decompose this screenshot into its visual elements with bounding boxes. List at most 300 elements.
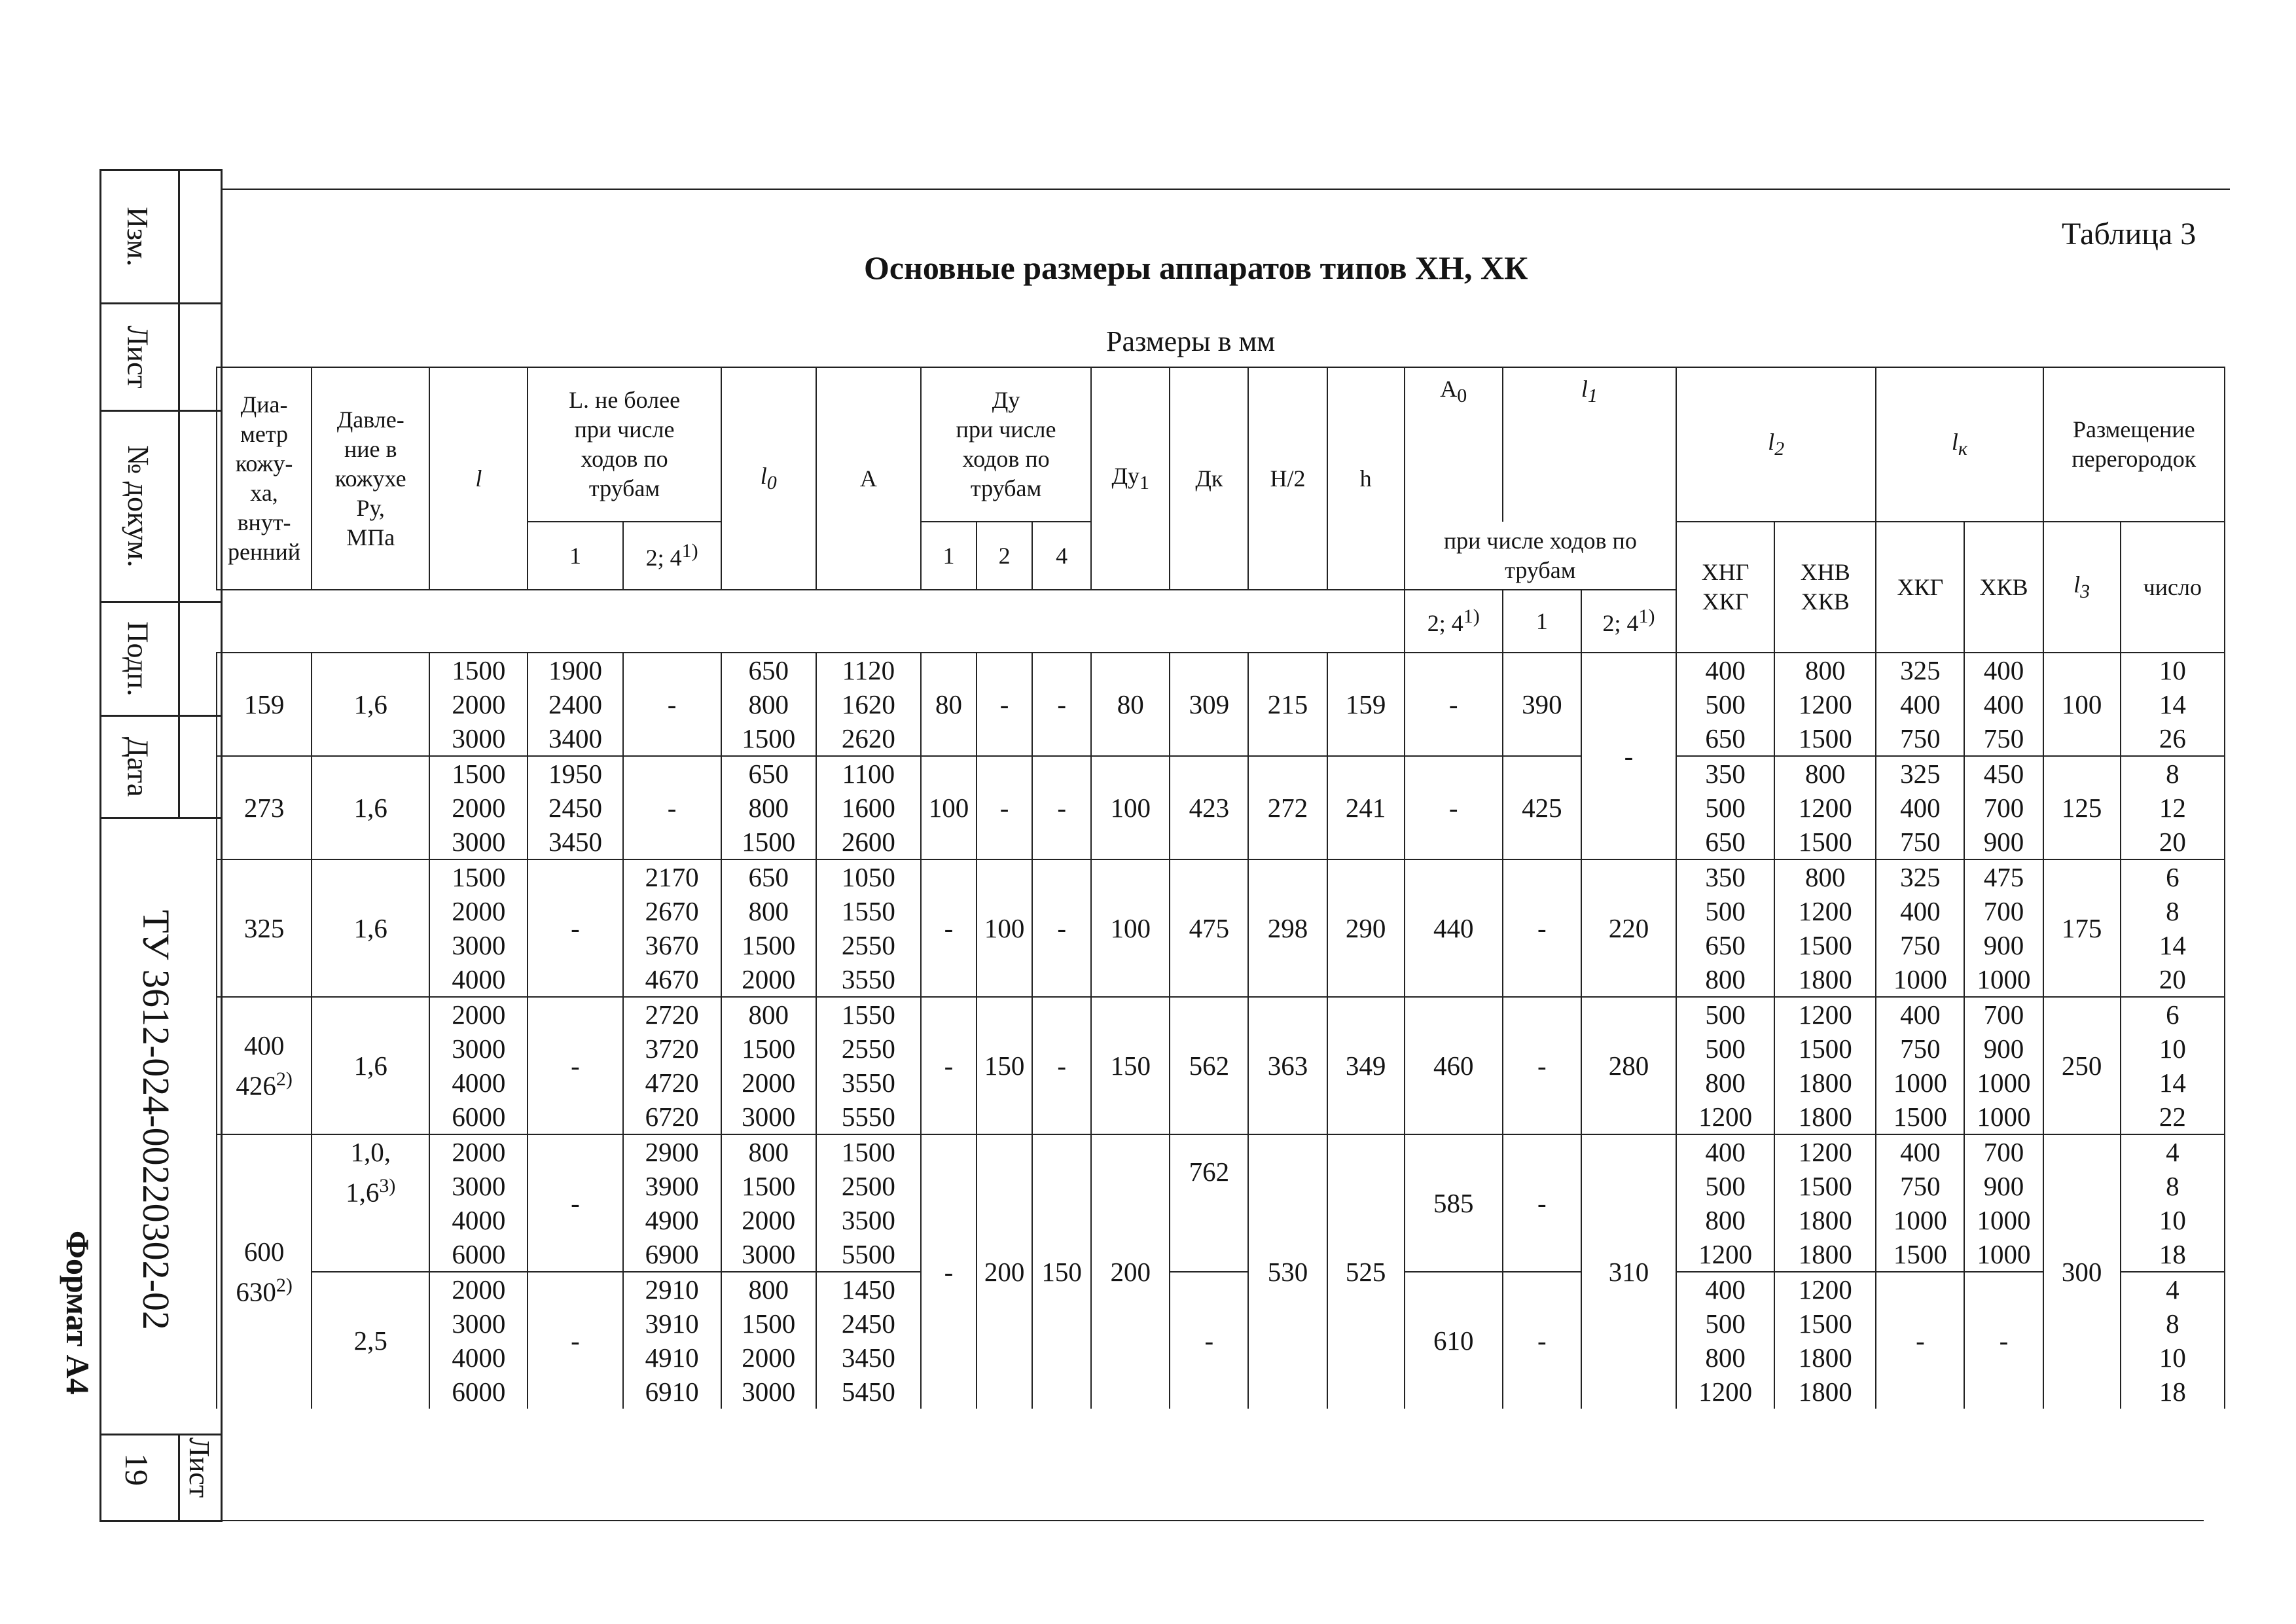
cell-lka-value: 325 bbox=[1900, 655, 1941, 685]
cell-L24 bbox=[623, 1272, 721, 1409]
cell-L24-value: 6900 bbox=[645, 1239, 699, 1269]
units-note: Размеры в мм bbox=[1106, 325, 1276, 357]
cell-du2: 200 bbox=[977, 1134, 1032, 1409]
col-h: h bbox=[1327, 367, 1405, 590]
cell-l bbox=[429, 1272, 528, 1409]
cell-lka-value: 750 bbox=[1900, 1034, 1941, 1064]
cell-l bbox=[429, 1134, 528, 1272]
cell-diameter bbox=[217, 997, 312, 1134]
table-body bbox=[217, 653, 2225, 1409]
table-row bbox=[217, 997, 2225, 1134]
cell-du2: 150 bbox=[977, 997, 1032, 1134]
cell-l0-value: 1500 bbox=[742, 930, 796, 960]
cell-L24-value: 4910 bbox=[645, 1343, 699, 1373]
cell-l2b-value: 1800 bbox=[1798, 1239, 1852, 1269]
cell-count bbox=[2121, 756, 2225, 859]
cell-L1: - bbox=[528, 1272, 622, 1409]
cell-l3: 125 bbox=[2043, 756, 2121, 859]
cell-l2a-value: 400 bbox=[1705, 655, 1746, 685]
col-A0-24: 2; 4$^{1)}$ bbox=[1405, 590, 1503, 653]
cell-l2a-value: 350 bbox=[1705, 862, 1746, 892]
col-l1-1: 1 bbox=[1503, 590, 1581, 653]
cell-lkb-value: 750 bbox=[1983, 723, 2024, 753]
cell-lkb-value: 700 bbox=[1983, 1000, 2024, 1030]
cell-h: 290 bbox=[1327, 859, 1405, 997]
cell-L24-value: 6910 bbox=[645, 1377, 699, 1407]
col-passes: при числе ходов по трубам bbox=[1405, 522, 1676, 590]
cell-l2b bbox=[1774, 1272, 1876, 1409]
cell-count-value: 18 bbox=[2159, 1239, 2186, 1269]
cell-A0: 460 bbox=[1405, 997, 1503, 1134]
cell-lka bbox=[1876, 1134, 1964, 1272]
cell-lka-value: 750 bbox=[1900, 723, 1941, 753]
cell-count-value: 8 bbox=[2166, 896, 2179, 926]
cell-l0-value: 800 bbox=[748, 1274, 789, 1305]
cell-lka-value: 750 bbox=[1900, 1171, 1941, 1201]
cell-A-value: 2450 bbox=[841, 1308, 895, 1339]
cell-lka-value: 1500 bbox=[1893, 1102, 1947, 1132]
pressure-value: 1,6 bbox=[353, 793, 387, 823]
cell-l2b-value: 1200 bbox=[1798, 793, 1852, 823]
cell-du2: 100 bbox=[977, 859, 1032, 997]
cell-count-value: 4 bbox=[2166, 1137, 2179, 1167]
cell-L1-value: 1900 bbox=[548, 655, 602, 685]
cell-l2b bbox=[1774, 859, 1876, 997]
cell-l0-value: 1500 bbox=[742, 1308, 796, 1339]
cell-lkb bbox=[1964, 997, 2043, 1134]
cell-A-value: 2620 bbox=[841, 723, 895, 753]
cell-L24 bbox=[623, 1134, 721, 1272]
col-Dk: Дк bbox=[1170, 367, 1248, 590]
cell-pressure bbox=[312, 859, 429, 997]
cell-du4: - bbox=[1032, 756, 1091, 859]
cell-l2a-value: 650 bbox=[1705, 723, 1746, 753]
cell-l0-value: 800 bbox=[748, 1000, 789, 1030]
cell-du1: - bbox=[921, 997, 977, 1134]
col-lk-b: ХКВ bbox=[1964, 522, 2043, 653]
cell-A-value: 2500 bbox=[841, 1171, 895, 1201]
cell-H2: 215 bbox=[1248, 653, 1327, 756]
stamp-label-list: Лист bbox=[121, 325, 155, 389]
cell-L1-value: 2400 bbox=[548, 689, 602, 719]
col-l1: $l_1$ bbox=[1503, 367, 1676, 522]
cell-l1-24: 280 bbox=[1581, 997, 1676, 1134]
cell-count-value: 10 bbox=[2159, 655, 2186, 685]
cell-count-value: 4 bbox=[2166, 1274, 2179, 1305]
cell-l0-value: 650 bbox=[748, 759, 789, 789]
cell-L24-value: 2900 bbox=[645, 1137, 699, 1167]
cell-Du1: 150 bbox=[1091, 997, 1170, 1134]
diameter-value: 159 bbox=[243, 689, 285, 719]
cell-diameter bbox=[217, 859, 312, 997]
cell-Du1: 80 bbox=[1091, 653, 1170, 756]
cell-l2b bbox=[1774, 1134, 1876, 1272]
cell-l2b-value: 1500 bbox=[1798, 1308, 1852, 1339]
cell-l2a bbox=[1676, 1134, 1774, 1272]
cell-A-value: 1550 bbox=[841, 896, 895, 926]
cell-L24 bbox=[623, 859, 721, 997]
cell-l0 bbox=[721, 997, 816, 1134]
cell-count-value: 14 bbox=[2159, 689, 2186, 719]
table-row bbox=[217, 1272, 2225, 1409]
cell-l2a bbox=[1676, 1272, 1774, 1409]
cell-lka bbox=[1876, 997, 1964, 1134]
cell-l1-24: 310 bbox=[1581, 1134, 1676, 1409]
cell-l-value: 2000 bbox=[452, 896, 506, 926]
cell-l0 bbox=[721, 859, 816, 997]
cell-L1-value: 2450 bbox=[548, 793, 602, 823]
pressure-value: 2,5 bbox=[353, 1326, 387, 1356]
cell-A-value: 1450 bbox=[841, 1274, 895, 1305]
col-Du-2: 2 bbox=[977, 522, 1032, 590]
cell-L1-value: 3400 bbox=[548, 723, 602, 753]
cell-l3: 250 bbox=[2043, 997, 2121, 1134]
cell-L24-value: 3670 bbox=[645, 930, 699, 960]
stamp-label-signature: Подп. bbox=[121, 621, 155, 696]
cell-A bbox=[816, 1134, 921, 1272]
cell-count-value: 20 bbox=[2159, 827, 2186, 857]
col-A0: $А_0$ bbox=[1405, 367, 1503, 522]
cell-du1: - bbox=[921, 1134, 977, 1409]
cell-L24-value: 3910 bbox=[645, 1308, 699, 1339]
cell-l2b-value: 1200 bbox=[1798, 1137, 1852, 1167]
cell-count-value: 10 bbox=[2159, 1343, 2186, 1373]
cell-A-value: 3500 bbox=[841, 1205, 895, 1235]
cell-du4: - bbox=[1032, 859, 1091, 997]
cell-count bbox=[2121, 1134, 2225, 1272]
cell-lkb bbox=[1964, 1134, 2043, 1272]
cell-A0: 585 bbox=[1405, 1134, 1503, 1272]
cell-count-value: 8 bbox=[2166, 1308, 2179, 1339]
cell-l2b-value: 1500 bbox=[1798, 723, 1852, 753]
cell-l2a-value: 650 bbox=[1705, 827, 1746, 857]
cell-l2a-value: 800 bbox=[1705, 964, 1746, 994]
cell-l3: 100 bbox=[2043, 653, 2121, 756]
cell-L24: - bbox=[623, 653, 721, 756]
cell-l2b-value: 1200 bbox=[1798, 896, 1852, 926]
cell-H2: 272 bbox=[1248, 756, 1327, 859]
col-Du-1: 1 bbox=[921, 522, 977, 590]
cell-A bbox=[816, 997, 921, 1134]
cell-A-value: 1050 bbox=[841, 862, 895, 892]
cell-lkb-value: 700 bbox=[1983, 1137, 2024, 1167]
cell-lka-value: 400 bbox=[1900, 689, 1941, 719]
cell-lka bbox=[1876, 859, 1964, 997]
cell-l0-value: 2000 bbox=[742, 1343, 796, 1373]
cell-l-value: 4000 bbox=[452, 1205, 506, 1235]
col-L-24: 2; 4$^{1)}$ bbox=[623, 522, 721, 590]
cell-A bbox=[816, 756, 921, 859]
cell-l2b-value: 1800 bbox=[1798, 1377, 1852, 1407]
cell-l0-value: 3000 bbox=[742, 1377, 796, 1407]
cell-l-value: 4000 bbox=[452, 1343, 506, 1373]
cell-count-value: 20 bbox=[2159, 964, 2186, 994]
cell-l2a-value: 800 bbox=[1705, 1205, 1746, 1235]
cell-L24-value: 2720 bbox=[645, 1000, 699, 1030]
cell-lkb-value: 450 bbox=[1983, 759, 2024, 789]
cell-L24-value: 2170 bbox=[645, 862, 699, 892]
cell-l2b-value: 800 bbox=[1805, 759, 1846, 789]
cell-A bbox=[816, 1272, 921, 1409]
col-lk-a: ХКГ bbox=[1876, 522, 1964, 653]
cell-l-value: 6000 bbox=[452, 1377, 506, 1407]
cell-L1 bbox=[528, 756, 622, 859]
cell-count bbox=[2121, 653, 2225, 756]
cell-l-value: 1500 bbox=[452, 862, 506, 892]
cell-lka-value: 400 bbox=[1900, 1137, 1941, 1167]
dimensions-table bbox=[216, 367, 2225, 1409]
cell-A0: - bbox=[1405, 756, 1503, 859]
cell-l0 bbox=[721, 756, 816, 859]
col-l2-b: ХНВ ХКВ bbox=[1774, 522, 1876, 653]
pressure-alt-value: 1,6$^{3)}$ bbox=[346, 1175, 396, 1208]
document-code: ТУ 3612-024-00220302-02 bbox=[135, 910, 177, 1330]
cell-l0-value: 2000 bbox=[742, 964, 796, 994]
cell-l2a-value: 500 bbox=[1705, 1171, 1746, 1201]
cell-l-value: 2000 bbox=[452, 1274, 506, 1305]
cell-count-value: 8 bbox=[2166, 759, 2179, 789]
cell-A0: - bbox=[1405, 653, 1503, 756]
cell-pressure bbox=[312, 756, 429, 859]
cell-l2a-value: 500 bbox=[1705, 1000, 1746, 1030]
cell-lka-value: 1000 bbox=[1893, 964, 1947, 994]
cell-du4: - bbox=[1032, 997, 1091, 1134]
table-title: Основные размеры аппаратов типов ХН, ХК bbox=[864, 249, 1528, 286]
cell-A-value: 1100 bbox=[842, 759, 895, 789]
cell-lka-value: 400 bbox=[1900, 793, 1941, 823]
table-row bbox=[217, 1134, 2225, 1272]
cell-lkb-value: 475 bbox=[1983, 862, 2024, 892]
cell-l0-value: 650 bbox=[748, 862, 789, 892]
cell-count-value: 10 bbox=[2159, 1034, 2186, 1064]
cell-count-value: 6 bbox=[2166, 1000, 2179, 1030]
cell-Dk: 762 bbox=[1170, 1134, 1248, 1272]
cell-pressure bbox=[312, 653, 429, 756]
cell-Du1: 200 bbox=[1091, 1134, 1170, 1409]
cell-A0: 440 bbox=[1405, 859, 1503, 997]
cell-lka-value: 1500 bbox=[1893, 1239, 1947, 1269]
cell-H2: 298 bbox=[1248, 859, 1327, 997]
cell-l2a-value: 500 bbox=[1705, 896, 1746, 926]
cell-A-value: 5500 bbox=[841, 1239, 895, 1269]
cell-lka-value: 1000 bbox=[1893, 1205, 1947, 1235]
cell-A-value: 2550 bbox=[841, 930, 895, 960]
cell-diameter bbox=[217, 1134, 312, 1409]
cell-lka-value: 325 bbox=[1900, 862, 1941, 892]
cell-l-value: 6000 bbox=[452, 1102, 506, 1132]
cell-L24-value: 2910 bbox=[645, 1274, 699, 1305]
cell-lkb bbox=[1964, 756, 2043, 859]
cell-lka-value: 1000 bbox=[1893, 1068, 1947, 1098]
cell-l-value: 3000 bbox=[452, 723, 506, 753]
cell-l2b-value: 1800 bbox=[1798, 964, 1852, 994]
col-A: А bbox=[816, 367, 921, 590]
cell-lkb-value: 700 bbox=[1983, 793, 2024, 823]
cell-diameter bbox=[217, 756, 312, 859]
cell-Du1: 100 bbox=[1091, 756, 1170, 859]
table-number: Таблица 3 bbox=[2062, 217, 2197, 251]
cell-l-value: 4000 bbox=[452, 964, 506, 994]
cell-l2a bbox=[1676, 859, 1774, 997]
cell-count-value: 14 bbox=[2159, 930, 2186, 960]
cell-lkb-value: 400 bbox=[1983, 689, 2024, 719]
cell-l2a-value: 500 bbox=[1705, 1308, 1746, 1339]
sheet-label: Лист bbox=[183, 1437, 215, 1498]
cell-l2a-value: 500 bbox=[1705, 689, 1746, 719]
cell-H2: 530 bbox=[1248, 1134, 1327, 1409]
cell-du2: - bbox=[977, 756, 1032, 859]
cell-l2b-value: 1200 bbox=[1798, 689, 1852, 719]
cell-l-value: 3000 bbox=[452, 1171, 506, 1201]
cell-A-value: 5450 bbox=[841, 1377, 895, 1407]
cell-l bbox=[429, 997, 528, 1134]
cell-l0-value: 800 bbox=[748, 1137, 789, 1167]
cell-lkb-value: 1000 bbox=[1977, 1068, 2031, 1098]
cell-L1: - bbox=[528, 1134, 622, 1272]
cell-l2b-value: 800 bbox=[1805, 862, 1846, 892]
cell-l0-value: 800 bbox=[748, 896, 789, 926]
cell-l-value: 2000 bbox=[452, 793, 506, 823]
col-Du-group: Ду при числе ходов по трубам bbox=[921, 367, 1091, 522]
cell-lkb-value: 900 bbox=[1983, 930, 2024, 960]
cell-l-value: 3000 bbox=[452, 1034, 506, 1064]
cell-l2a-value: 400 bbox=[1705, 1137, 1746, 1167]
cell-lka bbox=[1876, 756, 1964, 859]
cell-l-value: 4000 bbox=[452, 1068, 506, 1098]
cell-L24-value: 4670 bbox=[645, 964, 699, 994]
cell-l-value: 3000 bbox=[452, 930, 506, 960]
cell-du1: 80 bbox=[921, 653, 977, 756]
cell-l0-value: 1500 bbox=[742, 827, 796, 857]
table-row bbox=[217, 653, 2225, 756]
pressure-value: 1,6 bbox=[353, 1051, 387, 1081]
cell-lkb-value: 400 bbox=[1983, 655, 2024, 685]
cell-L1-value: 1950 bbox=[548, 759, 602, 789]
cell-lka-value: 400 bbox=[1900, 896, 1941, 926]
cell-count-value: 22 bbox=[2159, 1102, 2186, 1132]
col-l2-a: ХНГ ХКГ bbox=[1676, 522, 1774, 653]
cell-L24-value: 3900 bbox=[645, 1171, 699, 1201]
cell-Du1: 100 bbox=[1091, 859, 1170, 997]
cell-lkb bbox=[1964, 653, 2043, 756]
cell-l-value: 2000 bbox=[452, 689, 506, 719]
cell-l bbox=[429, 859, 528, 997]
cell-lka bbox=[1876, 653, 1964, 756]
cell-l2b-value: 1500 bbox=[1798, 1034, 1852, 1064]
cell-lkb: - bbox=[1964, 1272, 2043, 1409]
cell-A-value: 5550 bbox=[841, 1102, 895, 1132]
col-Du1: $Ду_1$ bbox=[1091, 367, 1170, 590]
cell-h: 349 bbox=[1327, 997, 1405, 1134]
cell-l0-value: 1500 bbox=[742, 1034, 796, 1064]
cell-L24-value: 6720 bbox=[645, 1102, 699, 1132]
cell-l-value: 6000 bbox=[452, 1239, 506, 1269]
cell-l3: 300 bbox=[2043, 1134, 2121, 1409]
cell-l0-value: 2000 bbox=[742, 1205, 796, 1235]
cell-l2a-value: 1200 bbox=[1698, 1239, 1753, 1269]
cell-A0: 610 bbox=[1405, 1272, 1503, 1409]
pressure-value: 1,6 bbox=[353, 913, 387, 943]
table-row bbox=[217, 859, 2225, 997]
col-L-1: 1 bbox=[528, 522, 622, 590]
cell-l2b-value: 1200 bbox=[1798, 1274, 1852, 1305]
cell-l0-value: 800 bbox=[748, 793, 789, 823]
cell-L24-value: 4900 bbox=[645, 1205, 699, 1235]
diameter-alt-value: 426$^{2)}$ bbox=[236, 1068, 293, 1101]
cell-l bbox=[429, 756, 528, 859]
col-pressure: Давле- ние в кожухе Ру, МПа bbox=[312, 367, 429, 590]
cell-l2a bbox=[1676, 756, 1774, 859]
cell-l1-1: 390 bbox=[1503, 653, 1581, 756]
col-l3: $l_3$ bbox=[2043, 522, 2121, 653]
cell-l0-value: 2000 bbox=[742, 1068, 796, 1098]
cell-lkb-value: 700 bbox=[1983, 896, 2024, 926]
pressure-value: 1,0, bbox=[350, 1137, 391, 1167]
cell-count bbox=[2121, 997, 2225, 1134]
cell-A bbox=[816, 653, 921, 756]
col-l0: $l_0$ bbox=[721, 367, 816, 590]
diameter-value: 400 bbox=[243, 1030, 285, 1061]
cell-lkb-value: 900 bbox=[1983, 1171, 2024, 1201]
cell-L1-value: 3450 bbox=[548, 827, 602, 857]
cell-A-value: 1600 bbox=[841, 793, 895, 823]
cell-l-value: 3000 bbox=[452, 827, 506, 857]
cell-L24 bbox=[623, 997, 721, 1134]
cell-l1-1: - bbox=[1503, 859, 1581, 997]
cell-l2a-value: 500 bbox=[1705, 793, 1746, 823]
cell-l2b-value: 1800 bbox=[1798, 1068, 1852, 1098]
cell-l2b-value: 1800 bbox=[1798, 1343, 1852, 1373]
cell-lkb-value: 900 bbox=[1983, 827, 2024, 857]
cell-L24: - bbox=[623, 756, 721, 859]
cell-l2b-value: 1500 bbox=[1798, 930, 1852, 960]
cell-l2a-value: 500 bbox=[1705, 1034, 1746, 1064]
cell-l1-1: - bbox=[1503, 997, 1581, 1134]
cell-l0 bbox=[721, 1272, 816, 1409]
cell-l2b-value: 1500 bbox=[1798, 1171, 1852, 1201]
cell-l2b-value: 1500 bbox=[1798, 827, 1852, 857]
cell-count-value: 6 bbox=[2166, 862, 2179, 892]
cell-du4: - bbox=[1032, 653, 1091, 756]
cell-l-value: 1500 bbox=[452, 759, 506, 789]
cell-du1: - bbox=[921, 859, 977, 997]
cell-l1-1: 425 bbox=[1503, 756, 1581, 859]
cell-lkb-value: 1000 bbox=[1977, 1102, 2031, 1132]
cell-lka: - bbox=[1876, 1272, 1964, 1409]
cell-l0 bbox=[721, 1134, 816, 1272]
cell-du4: 150 bbox=[1032, 1134, 1091, 1409]
cell-L1 bbox=[528, 653, 622, 756]
cell-l2a-value: 1200 bbox=[1698, 1102, 1753, 1132]
cell-diameter bbox=[217, 653, 312, 756]
col-l1-24: 2; 4$^{1)}$ bbox=[1581, 590, 1676, 653]
cell-l0-value: 1500 bbox=[742, 723, 796, 753]
diameter-value: 325 bbox=[243, 913, 285, 943]
diameter-value: 600 bbox=[243, 1236, 285, 1267]
cell-l1-1: - bbox=[1503, 1272, 1581, 1409]
cell-A-value: 1120 bbox=[842, 655, 895, 685]
col-l: l bbox=[429, 367, 528, 590]
cell-lka-value: 750 bbox=[1900, 827, 1941, 857]
cell-l2a bbox=[1676, 653, 1774, 756]
cell-H2: 363 bbox=[1248, 997, 1327, 1134]
cell-A-value: 1500 bbox=[841, 1137, 895, 1167]
cell-A-value: 2550 bbox=[841, 1034, 895, 1064]
cell-L1: - bbox=[528, 859, 622, 997]
cell-count bbox=[2121, 859, 2225, 997]
stamp-label-date: Дата bbox=[121, 736, 155, 797]
col-diameter: Диа- метр кожу- ха, внут- ренний bbox=[217, 367, 312, 590]
